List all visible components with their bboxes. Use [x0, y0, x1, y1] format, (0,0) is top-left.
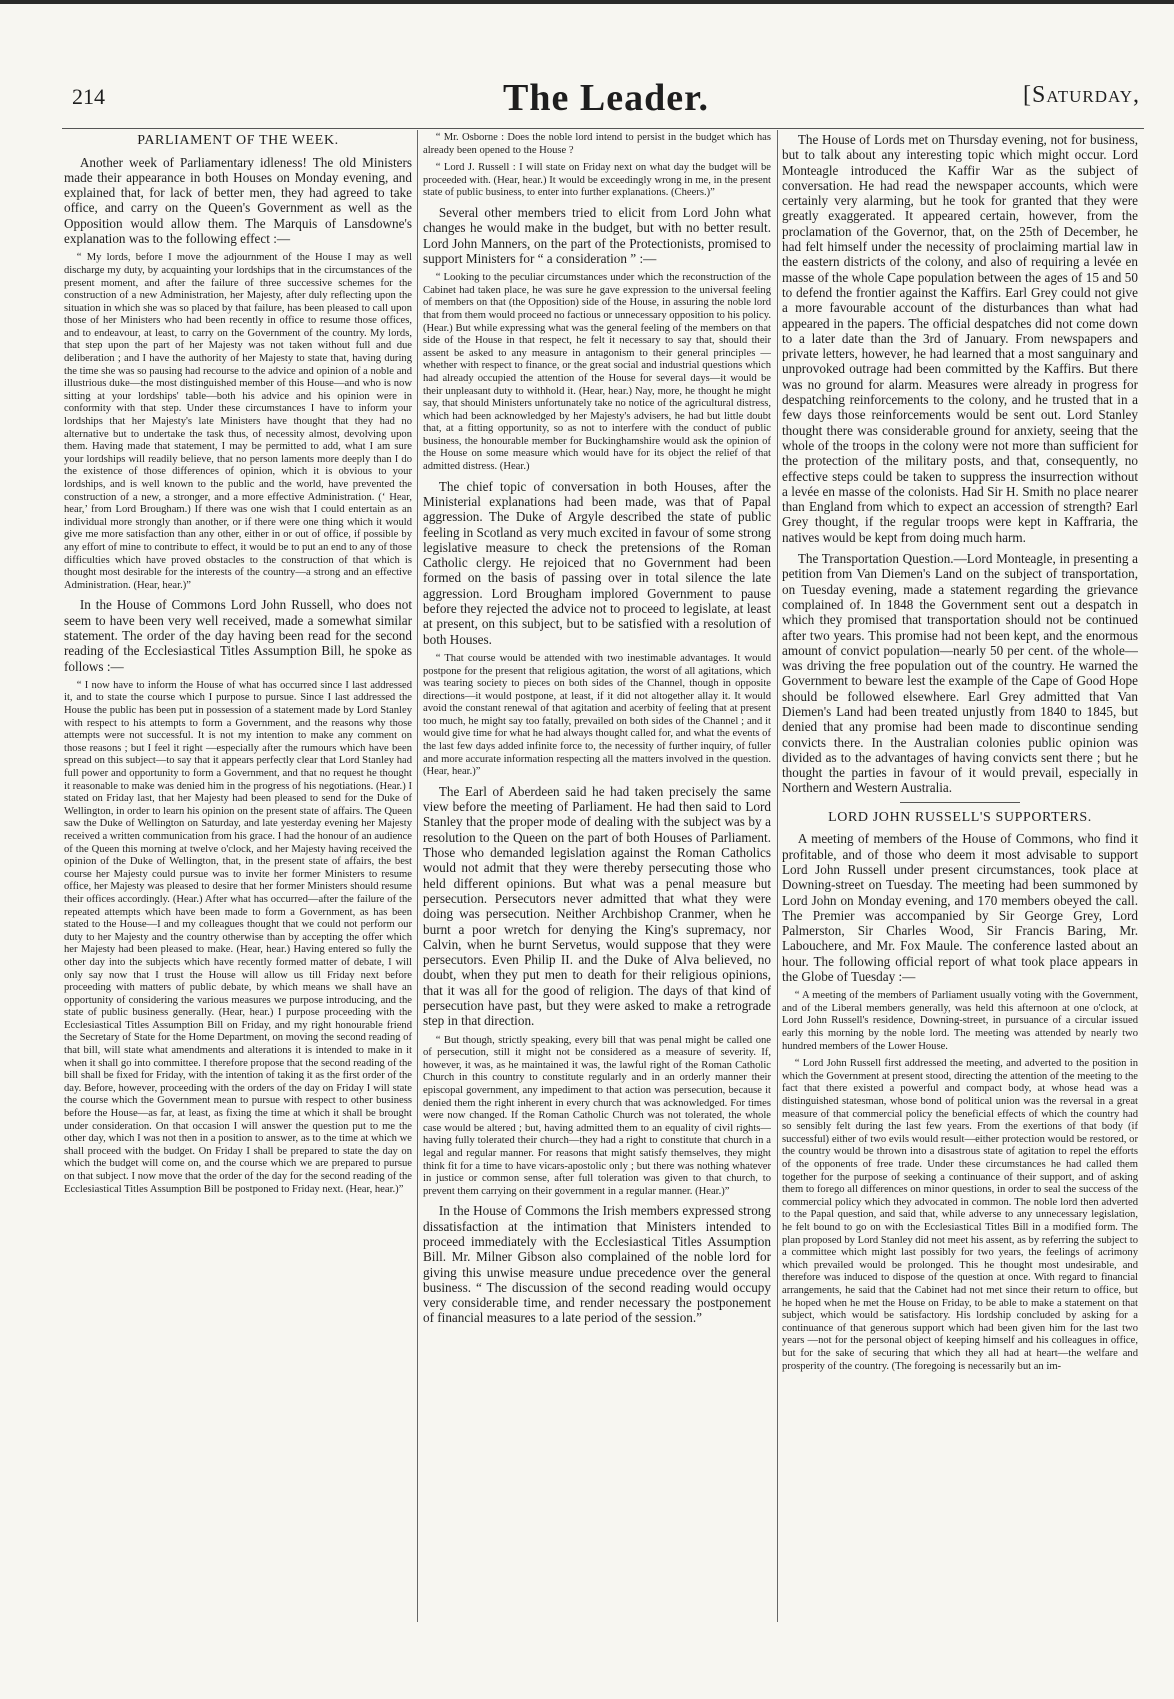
section-title: PARLIAMENT OF THE WEEK.	[137, 133, 339, 148]
quoted-speech-paragraph: “ But though, strictly speaking, every bill that was penal might be called one of persecution, still it might not be considered as a measure of severity. If, however, it was, as he maintained it was, the lawful right of the Roman Catholic Church in this country to constitute regularly and in an orderly manner their episcopal government, any impediment to that action was persecution, because it denied them the right inherent in every church that was acknowledged. For times were now changed. If the Roman Catholic Church was not tolerated, the whole case would be altered ; but, having admitted them to an equality of civil rights—having fully tolerated their church—they had a right to constitute that church in a legal and regular manner. For reasons that might satisfy themselves, they might think fit for a time to have vicars-apostolic only ; but there was nothing whatever in justice or common sense, after full toleration was given to that church, to prevent them carrying on their government in a regular manner. (Hear.)”	[423, 1034, 771, 1197]
column-3-body-b	[782, 831, 1138, 1373]
quoted-speech-paragraph: “ Lord John Russell first addressed the meeting, and adverted to the position in which the Government at present stood, directing the attention of the meeting to the fact that there existed a powerful and compact body, at whose head was a distinguished statesman, whose bond of political union was the reversal in a great measure of that commercial policy the beneficial effects of which the country had so sensibly felt during the last few years. From the exertions of that body (if successful) either of two evils would result—either protection would be restored, or the country would be thrown into a disastrous state of agitation to repel the efforts of the opponents of free trade. Under these circumstances he had called them together for the purpose of seeking a continuance of their support, and of asking them to forego all differences on minor questions, in order to seal the success of the commercial policy which they advocated in common. The noble lord then adverted to the Papal question, and said that, while adverse to any unnecessary legislation, he felt bound to go on with the Ecclesiastical Titles Bill in a modified form. The plan proposed by Lord Stanley did not meet his assent, as by referring the subject to a committee which might last possibly for two years, the feelings of acrimony which prevailed would be prolonged. This he thought most undesirable, and therefore was induced to dispose of the question at once. With regard to financial arrangements, he said that the Cabinet had not met since their return to office, but he hoped when he met the House on Friday, to be able to make a statement on that subject, which would be satisfactory. His lordship concluded by asking for a continuance of that generous support which had been given him for the last two years —not for the personal object of keeping himself and his colleagues in office, but for the sake of securing that which they all had at heart—the welfare and prosperity of the country. (The foregoing is necessarily but an im-	[782, 1058, 1138, 1372]
article-paragraph: The Transportation Question.—Lord Monteagle, in presenting a petition from Van Diemen's Land on the subject of transportation, on Tuesday evening, made a statement regarding the grievance complained of. In 1848 the Government sent out a despatch in which they promised that transportation should not be continued after two years. This promise had not been kept, and the enormous amount of convict population—nearly 50 per cent. of the whole—was driving the free population out of the country. He warned the Government to beware lest the example of the Cape of Good Hope should be followed elsewhere. Earl Grey admitted that Van Diemen's Land had been treated unjustly from 1840 to 1845, but denied that any promise had been made to discontinue sending convicts there. In the Australian colonies public opinion was divided as to the advantages of having convicts sent there ; but he thought the parties in favour of it would prevail, especially in Northern and Western Australia.	[782, 551, 1138, 796]
column-1-body	[64, 155, 412, 1197]
article-paragraph: Several other members tried to elicit from Lord John what changes he would make in the budget, but with no better result. Lord John Manners, on the part of the Protectionists, promised to support Ministers for “ a consideration ” :—	[423, 204, 771, 266]
quoted-speech-paragraph: “ Looking to the peculiar circumstances under which the reconstruction of the Cabinet had taken place, he was sure he gave expression to the universal feeling of members on that (the Opposition) side of the House, in assuring the noble lord that from them would proceed no factious or unnecessary opposition to his policy. (Hear.) But while expressing what was the general feeling of the members on that side of the House in that respect, he felt it necessary to say that, should their assent be asked to any measure in antagonism to their general principles —whether with respect to finance, or the great social and industrial questions which had already occupied the attention of the House for several days—it would be their unpleasant duty to withhold it. (Hear, hear.) Nay, more, he thought he might say, that should Ministers unfortunately take no notice of the agricultural distress, which had been acknowledged by her Majesty's advisers, he had but little doubt that, at a fitting opportunity, so as not to interfere with the conduct of public business, the honourable member for Buckinghamshire would ask the opinion of the House on some measure which would have for its object the relief of that admitted distress. (Hear.)	[423, 272, 771, 473]
column-3-body-a	[782, 132, 1138, 796]
article-paragraph: In the House of Commons Lord John Russell, who does not seem to have been very well received, made a somewhat similar statement. The order of the day having been read for the second reading of the Ecclesiastical Titles Assumption Bill, he spoke as follows :—	[64, 597, 412, 674]
column-3	[782, 132, 1138, 1627]
quoted-speech-paragraph: “ Mr. Osborne : Does the noble lord intend to persist in the budget which has already been opened to the House ?	[423, 132, 771, 156]
quoted-speech-paragraph: “ I now have to inform the House of what has occurred since I last addressed it, and to state the course which I purpose to pursue. Since I last addressed the House the public has been put in possession of a statement made by Lord Stanley with respect to his attempts to form a Government, and the reasons why those attempts were not successful. It is not my intention to make any comment on those reasons ; but I feel it right —especially after the rumours which have been spread on this subject—to say that it appears perfectly clear that Lord Stanley had full power and opportunity to form a Government, and that no request he thought it reasonable to make was denied him in the progress of his negotiations. (Hear.) I stated on Friday last, that her Majesty had been pleased to send for the Duke of Wellington, in order to learn his opinion on the present state of affairs. The Queen saw the Duke of Wellington on Saturday, and late yesterday evening her Majesty received a written communication from his grace. I had the honour of an audience of the Queen this morning at twelve o'clock, and her Majesty having received the opinion of the Duke of Wellington, that, in the present state of affairs, the best course her Majesty could pursue was to invite her former Ministers to resume office, her Majesty was pleased to desire that her former Ministers should resume their offices accordingly. (Hear.) After what has occurred—after the failure of the repeated attempts which have been made to form a Government, as has been stated to the House—I and my colleagues thought that we could not perform our duty to her Majesty and the country otherwise than by accepting the offer which her Majesty had been pleased to make. (Hear, hear.) Having entered so fully the other day into the subjects which have recently formed matter of debate, I will only say now that I trust the House will allow us till Friday next before proceeding with matters of public debate, by which means we shall have an opportunity of considering the various measures we purpose introducing, and the state of public business generally. (Hear, hear.) I purpose proceeding with the Ecclesiastical Titles Assumption Bill on Friday, and my right honourable friend the Secretary of State for the Home Department, on moving the second reading of that bill, will state what amendments and alterations it is intended to make in it when it shall go into committee. I therefore propose that the second reading of the bill shall be fixed for Friday, with the intention of taking it as the first order of the day. Before, however, proceeding with the orders of the day on Friday I will state the course which the Government mean to pursue with respect to other business before the House—as far, at least, as fixing the time at which it shall be brought under consideration. On that occasion I will answer the question put to me the other day, which I was not then in a position to answer, as to the time at which we shall proceed with the budget. On Friday I shall be prepared to state the day on which the budget will come on, and the course which we are prepared to pursue on that subject. I now move that the order of the day for the second reading of the Ecclesiastical Titles Assumption Bill be postponed to Friday next. (Hear, hear.)”	[64, 679, 412, 1195]
article-paragraph: The House of Lords met on Thursday evening, not for business, but to talk about any interesting topic which might occur. Lord Monteagle introduced the Kaffir War as the subject of conversation. He had read the newspaper accounts, which were certainly very alarming, but he took for granted that they were greatly exaggerated. It appeared certain, however, from the proclamation of the Governor, that, on the 25th of December, he had felt himself under the necessity of proclaiming martial law in the eastern districts of the colony, and also of requiring a levée en masse of the whole Cape population between the ages of 15 and 50 to defend the frontier against the Kaffirs. Earl Grey could not give a more favourable account of the disturbances than what had appeared in the papers. The official despatches did not come down to a later date than the 3rd of January. From newspapers and private letters, however, he had learned that a most sanguinary and unprovoked outrage had been committed by the Kaffirs. But there was no ground for alarm. Measures were already in progress for despatching reinforcements to the colony, and he trusted that in a few days those reinforcements would be sent out. Lord Stanley thought there was considerable ground for anxiety, seeing that the whole of the troops in the colony were not more than sufficient for the protection of the military posts, and that, consequently, no effective steps could be taken to suppress the insurrection without a levée en masse of the colonists. Had Sir H. Smith no place nearer than England from which to expect an accession of strength? Earl Grey thought, if the regular troops were kept in Kaffraria, the natives would be kept from doing much harm.	[782, 132, 1138, 545]
column-divider	[417, 130, 418, 1622]
masthead-title: The Leader.	[503, 77, 709, 119]
page-number: 214	[72, 84, 105, 109]
section-title: LORD JOHN RUSSELL'S SUPPORTERS.	[828, 809, 1092, 825]
quoted-speech-paragraph: “ Lord J. Russell : I will state on Friday next on what day the budget will be proceeded with. (Hear, hear.) It would be exceedingly wrong in me, in the present state of public business, to enter into further explanations. (Cheers.)”	[423, 162, 771, 199]
article-paragraph: Another week of Parliamentary idleness! The old Ministers made their appearance in both Houses on Monday evening, and explained that, for lack of better men, they had agreed to take office, and carry on the Queen's Government as well as the Opposition would allow them. The Marquis of Lansdowne's explanation was to the following effect :—	[64, 154, 412, 247]
section-separator	[900, 802, 1020, 803]
article-paragraph: A meeting of members of the House of Commons, who find it profitable, and of those who deem it most advisable to support Lord John Russell under present circumstances, took place at Downing-street on Tuesday. The meeting had been summoned by Lord John on Monday evening, and 170 members obeyed the call. The Premier was accompanied by Sir George Grey, Lord Palmerston, Sir Charles Wood, Sir Francis Baring, Mr. Labouchere, and Mr. Fox Maule. The conference lasted about an hour. The following official report of what took place appears in the Globe of Tuesday :—	[782, 831, 1138, 984]
quoted-speech-paragraph: “ A meeting of the members of Parliament usually voting with the Government, and of the Liberal members generally, was held this afternoon at one o'clock, at Lord John Russell's residence, Downing-street, in pursuance of a circular issued early this morning by the noble lord. The meeting was attended by nearly two hundred members of the Lower House.	[782, 990, 1138, 1052]
article-paragraph: The Earl of Aberdeen said he had taken precisely the same view before the meeting of Parliament. He had then said to Lord Stanley that the proper mode of dealing with the subject was by a resolution to the Queen on the part of both Houses of Parliament. Those who demanded legislation against the Roman Catholics would not admit that they were thereby persecuting those who held different opinions. But what was a penal measure but persecution. Persecutors never admitted that what they were doing was persecution. Neither Archbishop Cranmer, when he burnt a poor wretch for denying the King's supremacy, nor Calvin, when he burnt Servetus, would suppose that they were persecutors. Even Philip II. and the Duke of Alva believed, no doubt, when they put men to death for their religious opinions, that it was all for the good of religion. The days of that kind of persecution have past, but they were asked to make a retrograde step in that direction.	[423, 783, 771, 1029]
column-2-body	[423, 132, 771, 1326]
quoted-speech-paragraph: “ My lords, before I move the adjournment of the House I may as well discharge my duty, by acquainting your lordships that in the circumstances of the present moment, and after the failure of three successive schemes for the construction of a new Administration, her Majesty, after duly reflecting upon the situation in which she was so placed by that failure, has been pleased to call upon those of her Ministers who had been recently in office to resume those offices, and to endeavour, at least, to carry on the Government of the country. My lords, that step upon the part of her Majesty was not taken without full and due deliberation ; and I have the authority of her Majesty to state that, having during the time she was so pausing had recourse to the advice and opinion of a noble and illustrious duke—the most distinguished member of this House—and who is now sitting at your lordships' table—both his advice and his opinion were in conformity with that step. Under these circumstances I have to inform your lordships that her Majesty's late Ministers have thought that they had no alternative but to undertake the task thus, of necessity almost, devolving upon them. Having made that statement, I may be permitted to add, what I am sure your lordships will readily believe, that no person laments more deeply than I do the existence of those differences of opinion, which it is obvious to your lordships, and is well known to the public and the world, have prevented the construction of a new, a stronger, and a more effective Administration. (‘ Hear, hear,’ from Lord Brougham.) If there was one wish that I could entertain as an individual more strongly than another, or if there were one thing which it would give me more satisfaction than any other, either in or out of office, if possible by any effort of mine to contribute to effect, it would be to put an end to any of those difficulties which have proved obstacles to the construction of that which is thought most desirable for the interests of the country—a strong and an effective Administration. (Hear, hear.)”	[64, 252, 412, 591]
top-edge-rule	[0, 0, 1174, 4]
page-header	[72, 78, 1140, 122]
issue-day: [Saturday,	[1022, 82, 1140, 108]
column-1	[64, 132, 412, 1627]
column-2	[423, 132, 771, 1627]
article-paragraph: In the House of Commons the Irish members expressed strong dissatisfaction at the intimation that Ministers intended to proceed immediately with the Ecclesiastical Titles Assumption Bill. Mr. Milner Gibson also complained of the noble lord for giving this unwise measure undue precedence over the general business. “ The discussion of the second reading would occupy very considerable time, and render necessary the postponement of financial measures to a late period of the session.”	[423, 1203, 771, 1326]
quoted-speech-paragraph: “ That course would be attended with two inestimable advantages. It would postpone for the present that religious agitation, the worst of all agitations, which was tearing society to pieces on both sides of the Channel, though in opposite directions—it would postpone, at least, if it did not altogether allay it. It would avoid the constant renewal of that agitation and acerbity of feeling that at present too much, he might say too fatally, prevailed on both sides of the Channel ; and it would give time for what he had always thought called for, and what the events of the last few days added infinite force to, the necessity of further inquiry, of fuller and more accurate information respecting all the matters involved in the question. (Hear, hear.)”	[423, 652, 771, 778]
header-rule	[62, 128, 1144, 129]
column-divider	[777, 130, 778, 1622]
article-paragraph: The chief topic of conversation in both Houses, after the Ministerial explanations had been made, was that of Papal aggression. The Duke of Argyle described the state of public feeling in Scotland as very much excited in favour of some strong legislative measure to check the pretensions of the Roman Catholic clergy. He rejoiced that no Government had been formed on the basis of passing over in total silence the late aggression. Lord Brougham implored Government to pause before they rejected the advice not to proceed to legislate, at least at present, on this subject, but to be satisfied with a resolution of both Houses.	[423, 478, 771, 647]
